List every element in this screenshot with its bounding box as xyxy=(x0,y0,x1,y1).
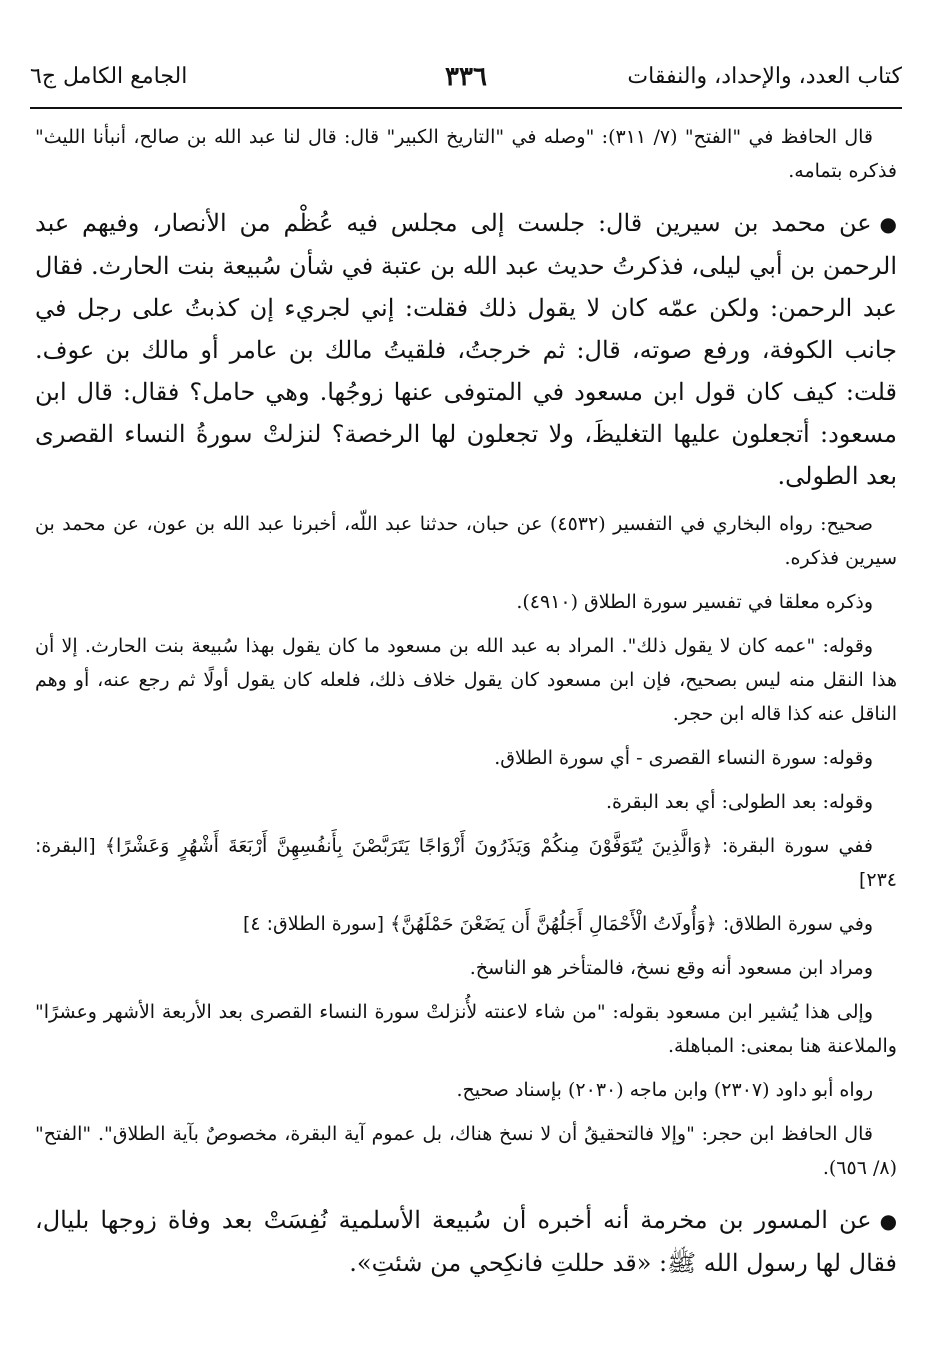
bullet-icon: ● xyxy=(879,1209,898,1233)
page-body xyxy=(35,120,897,1284)
paragraph-text: وقوله: سورة النساء القصرى - أي سورة الطلاق. xyxy=(494,747,873,769)
note-paragraph xyxy=(35,785,897,819)
note-paragraph xyxy=(35,120,897,188)
note-paragraph xyxy=(35,951,897,985)
bullet-icon: ● xyxy=(879,212,897,236)
paragraph-text: وقوله: بعد الطولى: أي بعد البقرة. xyxy=(605,791,873,813)
note-paragraph xyxy=(35,1073,897,1107)
note-paragraph xyxy=(35,741,897,775)
quran-citation xyxy=(35,907,897,941)
paragraph-text: ومراد ابن مسعود أنه وقع نسخ، فالمتأخر هو الناسخ. xyxy=(469,957,873,979)
paragraph-text: قال الحافظ ابن حجر: "وإلا فالتحقيقُ أن لا نسخ هناك، بل عموم آية البقرة، مخصوصٌ بآية الطلاق". "الفتح" (٨/ ٦٥٦). xyxy=(35,1123,897,1179)
page-header xyxy=(30,62,902,98)
paragraph-text: قال الحافظ في "الفتح" (٧/ ٣١١): "وصله في "التاريخ الكبير" قال: قال لنا عبد الله بن صالح، أنبأنا الليث" فذكره بتمامه. xyxy=(35,126,897,182)
page-number: ٣٣٦ xyxy=(445,62,487,92)
paragraph-text: وفي سورة الطلاق: ﴿وَأُولَاتُ الْأَحْمَالِ أَجَلُهُنَّ أَن يَضَعْنَ حَمْلَهُنَّ﴾ [سورة الطلاق: ٤] xyxy=(242,913,873,935)
paragraph-text: رواه أبو داود (٢٣٠٧) وابن ماجه (٢٠٣٠) بإسناد صحيح. xyxy=(456,1079,873,1101)
note-paragraph xyxy=(35,995,897,1063)
hadith-paragraph xyxy=(35,202,897,497)
quran-citation xyxy=(35,829,897,897)
header-rule xyxy=(30,107,902,109)
paragraph-text: وإلى هذا يُشير ابن مسعود بقوله: "من شاء لاعنته لأُنزلتْ سورة النساء القصرى بعد الأربعة الأشهر وعشرًا" والملاعنة هنا بمعنى: المباهلة. xyxy=(35,1001,897,1057)
note-paragraph xyxy=(35,1117,897,1185)
note-paragraph xyxy=(35,585,897,619)
paragraph-text: عن المسور بن مخرمة أنه أخبره أن سُبيعة الأسلمية نُفِسَتْ بعد وفاة زوجها بليال، فقال لها رسول الله ﷺ: «قد حللتِ فانكِحي من شئتِ». xyxy=(35,1206,897,1277)
paragraph-text: وقوله: "عمه كان لا يقول ذلك". المراد به عبد الله بن مسعود ما كان يقول بهذا سُبيعة بنت الحارث. إلا أن هذا النقل منه ليس بصحيح، فإن ابن مسعود كان يقول خلاف ذلك، فلعله كان يقول أولًا ثم رجع عنه، أو وهم الناقل عنه كذا قاله ابن حجر. xyxy=(35,635,897,725)
paragraph-text: وذكره معلقا في تفسير سورة الطلاق (٤٩١٠). xyxy=(516,591,873,613)
paragraph-text: صحيح: رواه البخاري في التفسير (٤٥٣٢) عن حبان، حدثنا عبد اللّه، أخبرنا عبد الله بن عون، عن محمد بن سيرين فذكره. xyxy=(35,513,897,569)
note-paragraph xyxy=(35,507,897,575)
hadith-paragraph xyxy=(35,1199,897,1284)
chapter-title: كتاب العدد، والإحداد، والنفقات xyxy=(627,64,902,89)
book-title: الجامع الكامل ج٦ xyxy=(30,64,188,89)
note-paragraph xyxy=(35,629,897,731)
paragraph-text: ففي سورة البقرة: ﴿وَالَّذِينَ يُتَوَفَّوْنَ مِنكُمْ وَيَذَرُونَ أَزْوَاجًا يَتَرَبَّصْنَ بِأَنفُسِهِنَّ أَرْبَعَةَ أَشْهُرٍ وَعَشْرًا﴾ [البقرة: ٢٣٤] xyxy=(35,835,897,891)
paragraph-text: عن محمد بن سيرين قال: جلست إلى مجلس فيه عُظْم من الأنصار، وفيهم عبد الرحمن بن أبي ليلى، فذكرتُ حديث عبد الله بن عتبة في شأن سُبيعة بنت الحارث. فقال عبد الرحمن: ولكن عمّه كان لا يقول ذلك فقلت: إني لجريء إن كذبتُ على رجل في جانب الكوفة، ورفع صوته، قال: ثم خرجتُ، فلقيتُ مالك بن عامر أو مالك بن عوف. قلت: كيف كان قول ابن مسعود في المتوفى عنها زوجُها. وهي حامل؟ فقال: قال ابن مسعود: أتجعلون عليها التغليظَ، ولا تجعلون لها الرخصة؟ لنزلتْ سورةُ النساء القصرى بعد الطولى. xyxy=(35,209,897,490)
